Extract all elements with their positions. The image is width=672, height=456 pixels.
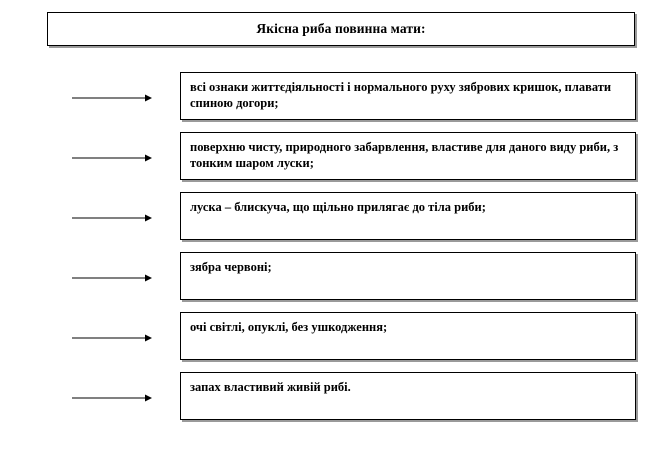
list-item [0, 72, 672, 120]
list-item [0, 372, 672, 420]
item-box [180, 372, 636, 420]
arrow-right-icon [72, 214, 152, 222]
diagram-title: Якісна риба повинна мати: [256, 21, 426, 36]
item-text: луска – блискуча, що щільно прилягає до тіла риби; [190, 200, 486, 214]
item-text: очі світлі, опуклі, без ушкодження; [190, 320, 388, 334]
arrow-right-icon [72, 94, 152, 102]
arrow-right-icon [72, 274, 152, 282]
item-text: запах властивий живій рибі. [190, 380, 351, 394]
item-box [180, 132, 636, 180]
item-text: поверхню чисту, природного забарвлення, властиве для даного виду риби, з тонким шаром луски; [190, 140, 619, 170]
arrow-right-icon [72, 394, 152, 402]
item-box [180, 252, 636, 300]
arrow-right-icon [72, 154, 152, 162]
item-box [180, 192, 636, 240]
diagram-title-box [47, 12, 635, 46]
list-item [0, 252, 672, 300]
item-text: всі ознаки життєдіяльності і нормального руху зябрових кришок, плавати спиною догори; [190, 80, 612, 110]
item-text: зябра червоні; [190, 260, 272, 274]
arrow-right-icon [72, 334, 152, 342]
item-box [180, 312, 636, 360]
list-item [0, 192, 672, 240]
item-box [180, 72, 636, 120]
list-item [0, 132, 672, 180]
list-item [0, 312, 672, 360]
